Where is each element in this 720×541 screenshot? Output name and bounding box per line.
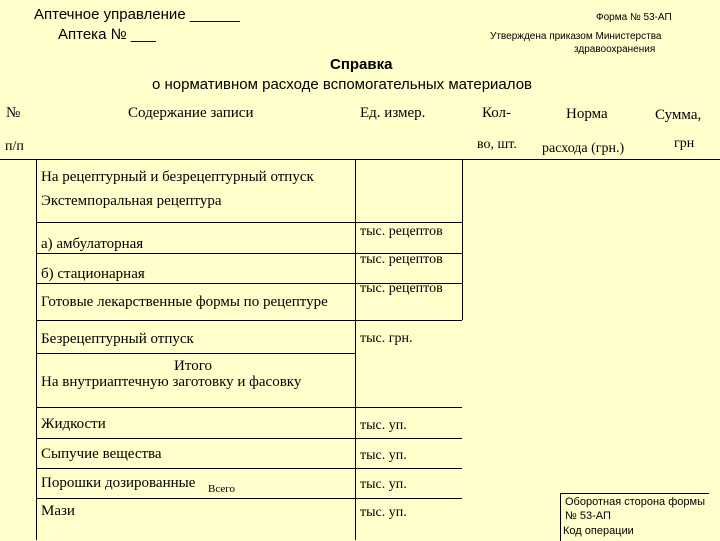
footer-line-2: № 53-АП	[565, 510, 611, 522]
row-label: Готовые лекарственные формы по рецептуре	[41, 294, 328, 310]
approval-line-2: здравоохранения	[574, 44, 656, 55]
unit-cell: тыс. грн.	[360, 331, 413, 346]
row-label: На рецептурный и безрецептурный отпуск	[41, 169, 314, 185]
row-label: а) амбулаторная	[41, 236, 144, 252]
approval-line-1: Утверждена приказом Министерства	[490, 31, 662, 42]
row-label: б) стационарная	[41, 266, 145, 282]
pharmacy-line: Аптека № ___	[58, 26, 156, 43]
row-rule	[36, 320, 462, 321]
row-label: Экстемпоральная рецептура	[41, 193, 222, 209]
unit-cell: тыс. уп.	[360, 477, 407, 492]
col-qty-top: Кол-	[482, 105, 512, 121]
footer-line-3: Код операции	[563, 525, 634, 537]
col-sum-bottom: грн	[674, 136, 695, 151]
col-num-top: №	[6, 105, 21, 121]
col-norm-top: Норма	[566, 106, 608, 122]
row-label: Сыпучие вещества	[41, 446, 162, 462]
row-label: Жидкости	[41, 416, 106, 432]
col-content-header: Содержание записи	[128, 105, 254, 121]
unit-cell: тыс. рецептов	[360, 281, 443, 296]
unit-cell: тыс. уп.	[360, 448, 407, 463]
col-divider-num	[36, 159, 37, 540]
col-sum-top: Сумма,	[655, 107, 702, 123]
page-subtitle: о нормативном расходе вспомогательных материалов	[152, 76, 533, 93]
row-label: Безрецептурный отпуск	[41, 331, 194, 347]
unit-cell: тыс. рецептов	[360, 224, 443, 239]
row-rule	[36, 438, 462, 439]
unit-cell: тыс. рецептов	[360, 252, 443, 267]
total-label: Итого	[174, 358, 212, 374]
row-rule	[36, 353, 356, 354]
col-qty-bottom: во, шт.	[477, 137, 517, 152]
unit-cell: тыс. уп.	[360, 418, 407, 433]
page-title: Справка	[330, 56, 393, 73]
unit-cell: тыс. уп.	[360, 505, 407, 520]
col-norm-bottom: расхода (грн.)	[542, 141, 625, 156]
col-divider-content	[355, 159, 356, 540]
header-rule	[0, 159, 720, 160]
row-label: Порошки дозированные	[41, 475, 196, 491]
col-unit-header: Ед. измер.	[360, 105, 426, 121]
total-all-label: Всего	[208, 483, 235, 495]
row-rule	[36, 498, 462, 499]
row-rule	[36, 407, 462, 408]
org-line: Аптечное управление ______	[34, 6, 240, 23]
row-rule	[36, 222, 462, 223]
row-label: На внутриаптечную заготовку и фасовку	[41, 374, 302, 390]
row-label: Мази	[41, 503, 75, 519]
footer-line-1: Оборотная сторона формы	[565, 496, 705, 508]
col-num-bottom: п/п	[5, 139, 24, 154]
row-rule	[36, 468, 462, 469]
col-divider-unit	[462, 159, 463, 320]
form-number: Форма № 53-АП	[596, 12, 672, 23]
